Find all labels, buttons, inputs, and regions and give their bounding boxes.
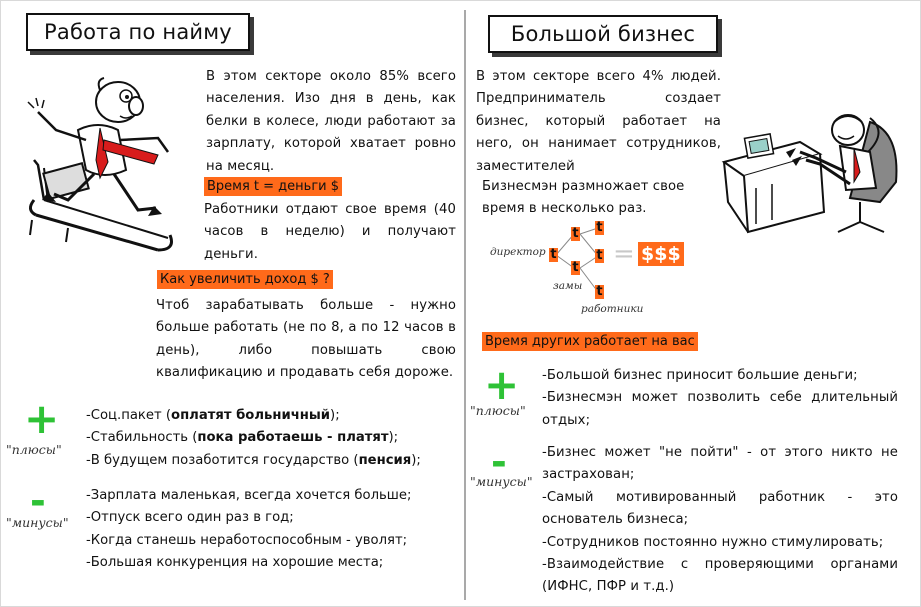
list-item: -Соц.пакет (оплатят больничный); bbox=[86, 408, 340, 423]
director-t-box: t bbox=[550, 247, 557, 262]
worker-t-box-2: t bbox=[596, 248, 603, 263]
director-label: директор bbox=[490, 246, 546, 258]
worker-t-box-3: t bbox=[596, 284, 603, 299]
right-minuses-list bbox=[542, 442, 898, 599]
left-formula-highlight: Время t = деньги $ bbox=[204, 177, 342, 196]
right-intro-text: В этом секторе всего 4% людей. Предприниматель создает бизнес, который работает на него, он нанимает сотрудников, заместителей bbox=[476, 69, 721, 174]
delegation-lines bbox=[540, 220, 620, 305]
right-plus-sign: + bbox=[484, 360, 520, 409]
equals-sign: = bbox=[613, 239, 635, 269]
left-plus-label: "плюсы" bbox=[6, 442, 62, 457]
list-item: -Бизнесмэн может позволить себе длительный отдых; bbox=[542, 390, 898, 428]
list-item: -Бизнес может "не пойти" - от этого никто не застрахован; bbox=[542, 445, 898, 483]
right-multiply-text: Бизнесмэн размножает свое время в несколько раз. bbox=[482, 179, 685, 217]
worker-t-box-1: t bbox=[596, 220, 603, 235]
deputy-t-box-1: t bbox=[572, 226, 579, 241]
left-question-highlight: Как увеличить доход $ ? bbox=[157, 270, 333, 289]
left-minus-label: "минусы" bbox=[6, 515, 69, 530]
list-item: -Когда станешь неработоспособным - уволят; bbox=[86, 532, 408, 548]
left-intro-text: В этом секторе около 85% всего населения. Изо дня в день, как белки в колесе, люди работают за зарплату, которой хватает ровно на месяц. bbox=[206, 69, 456, 174]
list-item: -Стабильность (пока работаешь - платят); bbox=[86, 430, 399, 446]
left-title: Работа по найму bbox=[26, 13, 250, 51]
left-answer-text: Чтоб зарабатывать больше - нужно больше работать (не по 8, а по 12 часов в день), либо повышать свою квалификацию и продавать себя дороже. bbox=[156, 298, 456, 381]
column-divider bbox=[464, 10, 466, 600]
list-item: -Отпуск всего один раз в год; bbox=[86, 510, 294, 526]
list-item: -Большой бизнес приносит большие деньги; bbox=[542, 368, 858, 383]
right-minus-label: "минусы" bbox=[470, 474, 533, 489]
right-title: Большой бизнес bbox=[488, 15, 718, 53]
deputies-label: замы bbox=[553, 280, 583, 292]
list-item: -Взаимодействие с проверяющими органами (ИФНС, ПФР и т.д.) bbox=[542, 557, 898, 595]
deputy-t-box-2: t bbox=[572, 260, 579, 275]
list-item: -В будущем позаботится государство (пенсия); bbox=[86, 452, 421, 468]
left-pluses-list bbox=[86, 405, 421, 472]
right-others-time-highlight: Время других работает на вас bbox=[482, 332, 698, 351]
list-item: -Сотрудников постоянно нужно стимулировать; bbox=[542, 534, 884, 550]
workers-label: работники bbox=[581, 303, 644, 315]
list-item: -Самый мотивированный работник - это основатель бизнеса; bbox=[542, 489, 898, 528]
left-plus-sign: + bbox=[24, 394, 60, 443]
left-minus-sign: - bbox=[30, 479, 46, 523]
list-item: -Большая конкуренция на хорошие места; bbox=[86, 555, 384, 571]
relaxing-boss-illustration bbox=[720, 92, 910, 242]
left-minuses-list bbox=[86, 485, 411, 575]
right-pluses-list bbox=[542, 365, 898, 432]
list-item: -Зарплата маленькая, всегда хочется больше; bbox=[86, 488, 412, 503]
money-box: $$$ bbox=[638, 242, 684, 266]
right-minus-sign: - bbox=[491, 440, 507, 484]
right-plus-label: "плюсы" bbox=[470, 403, 526, 418]
running-worker-illustration bbox=[8, 60, 198, 255]
left-workers-text: Работники отдают свое время (40 часов в неделю) и получают деньги. bbox=[204, 202, 456, 262]
